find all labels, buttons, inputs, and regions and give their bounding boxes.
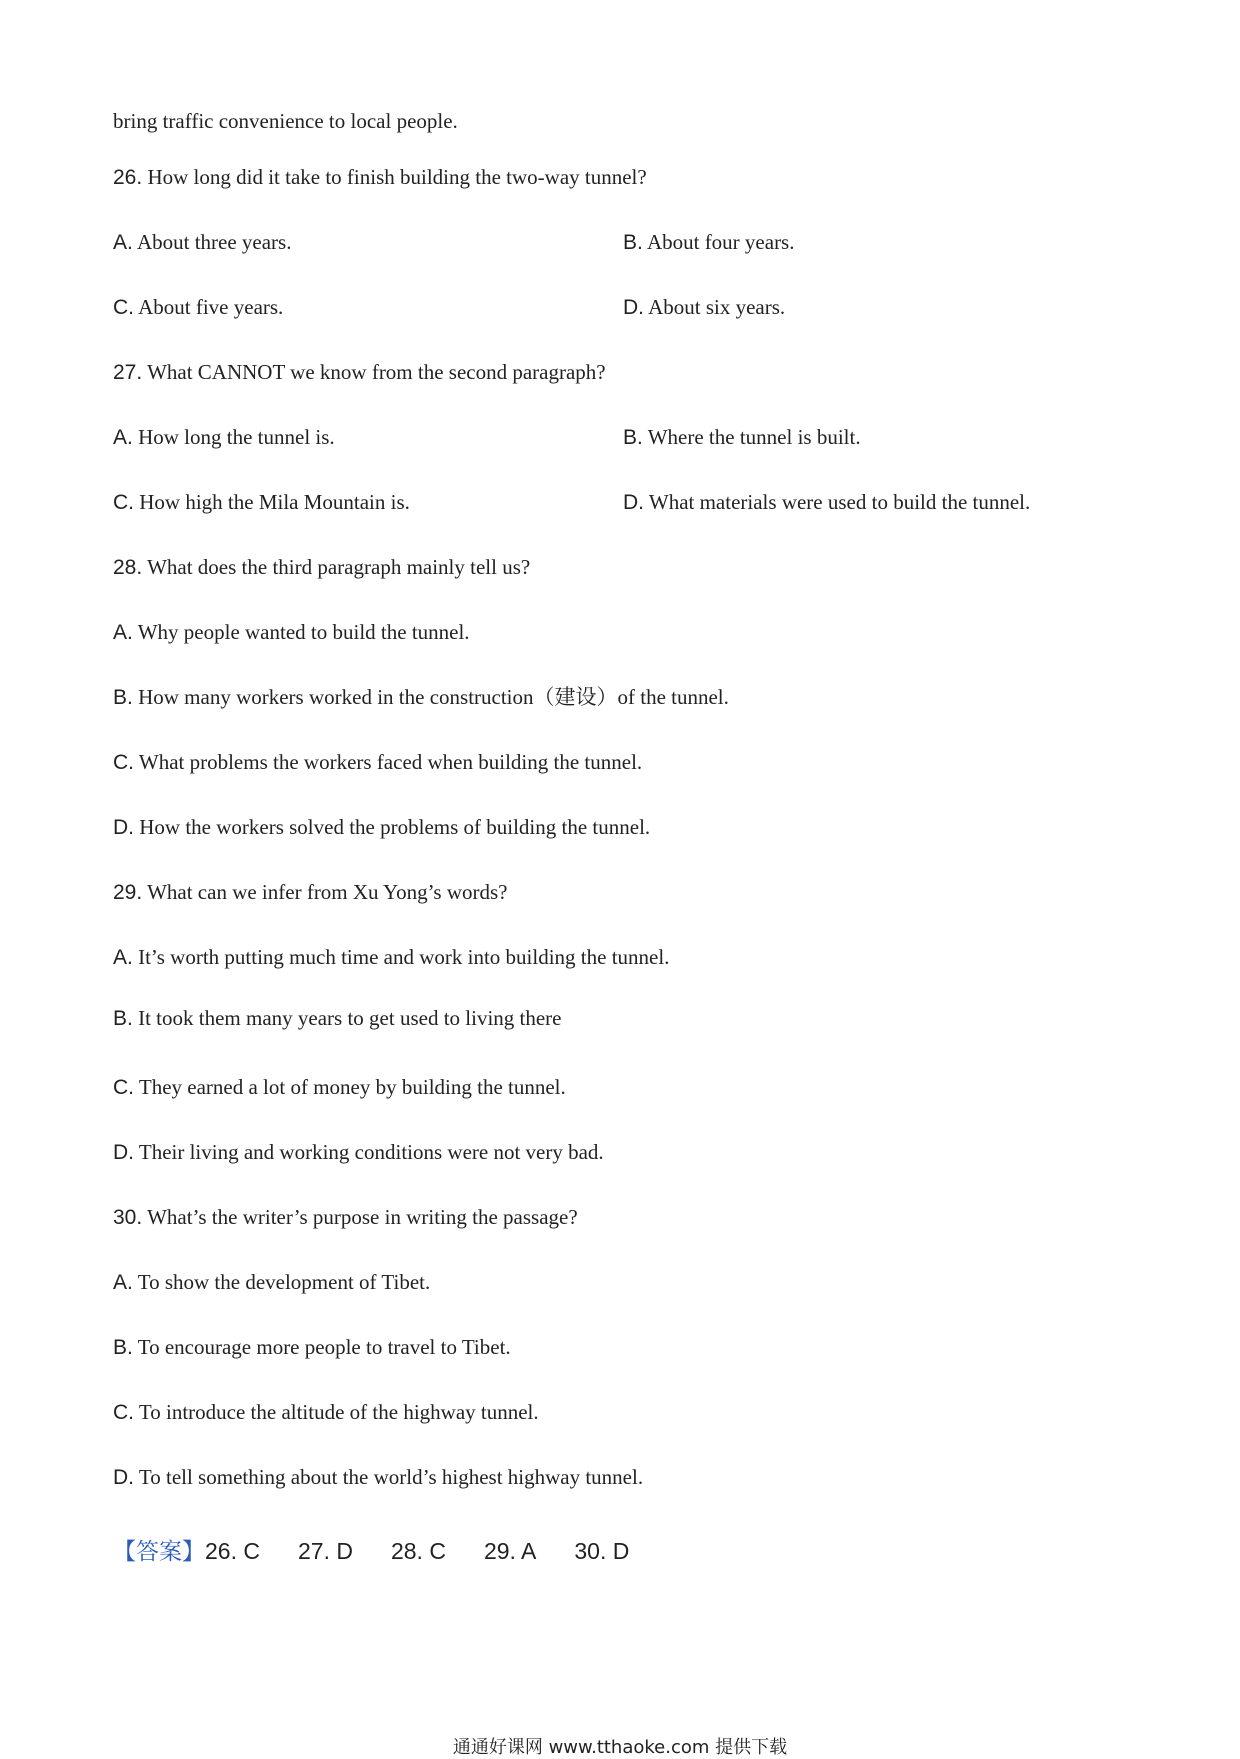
answer-label: 【答案】 bbox=[113, 1539, 205, 1565]
option-letter: D. bbox=[113, 1466, 134, 1489]
option-letter: C. bbox=[113, 751, 134, 774]
option-text: How long the tunnel is. bbox=[138, 425, 335, 449]
answer-30: 30. D bbox=[574, 1538, 630, 1564]
question-stem: What can we infer from Xu Yong’s words? bbox=[147, 880, 508, 904]
option-letter: A. bbox=[113, 231, 133, 254]
option-text: It took them many years to get used to living there bbox=[138, 1006, 562, 1030]
option-letter: C. bbox=[113, 491, 134, 514]
option-26-b bbox=[623, 232, 794, 253]
question-26 bbox=[113, 167, 647, 188]
option-28-b bbox=[113, 687, 729, 708]
question-stem: How long did it take to finish building the two-way tunnel? bbox=[147, 165, 647, 189]
option-letter: C. bbox=[113, 1076, 134, 1099]
answer-26: 26. C bbox=[205, 1538, 260, 1564]
option-letter: A. bbox=[113, 426, 133, 449]
option-29-a bbox=[113, 947, 669, 968]
option-text: How the workers solved the problems of building the tunnel. bbox=[139, 815, 651, 839]
option-text: To show the development of Tibet. bbox=[137, 1270, 431, 1294]
question-29 bbox=[113, 882, 508, 903]
option-28-c bbox=[113, 752, 642, 773]
answer-27: 27. D bbox=[297, 1538, 353, 1564]
option-text: How high the Mila Mountain is. bbox=[139, 490, 410, 514]
question-stem: What CANNOT we know from the second paragraph? bbox=[147, 360, 606, 384]
option-26-d bbox=[623, 297, 785, 318]
option-28-a bbox=[113, 622, 470, 643]
option-text: To introduce the altitude of the highway tunnel. bbox=[138, 1400, 539, 1424]
option-letter: B. bbox=[623, 426, 643, 449]
question-number: 26. bbox=[113, 166, 143, 189]
option-text: About four years. bbox=[646, 230, 795, 254]
option-26-c bbox=[113, 297, 283, 318]
question-stem: What’s the writer’s purpose in writing the passage? bbox=[147, 1205, 578, 1229]
option-letter: D. bbox=[113, 1141, 134, 1164]
question-30 bbox=[113, 1207, 578, 1228]
answer-29: 29. A bbox=[483, 1538, 537, 1564]
option-text: Why people wanted to build the tunnel. bbox=[137, 620, 470, 644]
question-27 bbox=[113, 362, 606, 383]
option-30-d bbox=[113, 1467, 643, 1488]
option-text: What problems the workers faced when building the tunnel. bbox=[138, 750, 643, 774]
option-letter: D. bbox=[623, 296, 644, 319]
option-letter: D. bbox=[113, 816, 134, 839]
option-letter: A. bbox=[113, 621, 133, 644]
option-text: About five years. bbox=[138, 295, 284, 319]
option-text: To encourage more people to travel to Tibet. bbox=[137, 1335, 511, 1359]
option-29-b bbox=[113, 1008, 562, 1029]
option-27-d bbox=[623, 492, 1030, 513]
option-text: How many workers worked in the construction（建设）of the tunnel. bbox=[138, 685, 729, 709]
question-number: 30. bbox=[113, 1206, 143, 1229]
option-text: Their living and working conditions were not very bad. bbox=[138, 1140, 604, 1164]
intro-tail: bring traffic convenience to local people. bbox=[113, 109, 458, 133]
option-27-c bbox=[113, 492, 410, 513]
question-stem: What does the third paragraph mainly tell us? bbox=[147, 555, 531, 579]
question-number: 28. bbox=[113, 556, 143, 579]
option-26-a bbox=[113, 232, 291, 253]
option-text: What materials were used to build the tunnel. bbox=[648, 490, 1031, 514]
option-27-b bbox=[623, 427, 861, 448]
option-29-c bbox=[113, 1077, 566, 1098]
option-30-c bbox=[113, 1402, 539, 1423]
option-letter: B. bbox=[113, 686, 133, 709]
option-text: About six years. bbox=[648, 295, 786, 319]
question-number: 29. bbox=[113, 881, 143, 904]
option-text: To tell something about the world’s highest highway tunnel. bbox=[138, 1465, 644, 1489]
option-letter: A. bbox=[113, 946, 133, 969]
option-text: About three years. bbox=[136, 230, 292, 254]
option-28-d bbox=[113, 817, 650, 838]
option-letter: D. bbox=[623, 491, 644, 514]
option-30-b bbox=[113, 1337, 511, 1358]
option-text: Where the tunnel is built. bbox=[647, 425, 861, 449]
option-letter: B. bbox=[113, 1007, 133, 1030]
option-letter: B. bbox=[623, 231, 643, 254]
question-28 bbox=[113, 557, 530, 578]
question-number: 27. bbox=[113, 361, 143, 384]
option-27-a bbox=[113, 427, 335, 448]
option-letter: A. bbox=[113, 1271, 133, 1294]
option-text: It’s worth putting much time and work into building the tunnel. bbox=[138, 945, 670, 969]
option-letter: C. bbox=[113, 296, 134, 319]
page-footer: 通通好课网 www.tthaoke.com 提供下载 bbox=[452, 1737, 788, 1758]
answer-28: 28. C bbox=[390, 1538, 446, 1564]
option-letter: C. bbox=[113, 1401, 134, 1424]
option-30-a bbox=[113, 1272, 430, 1293]
option-29-d bbox=[113, 1142, 604, 1163]
answer-key bbox=[113, 1533, 667, 1566]
option-text: They earned a lot of money by building the tunnel. bbox=[138, 1075, 566, 1099]
option-letter: B. bbox=[113, 1336, 133, 1359]
